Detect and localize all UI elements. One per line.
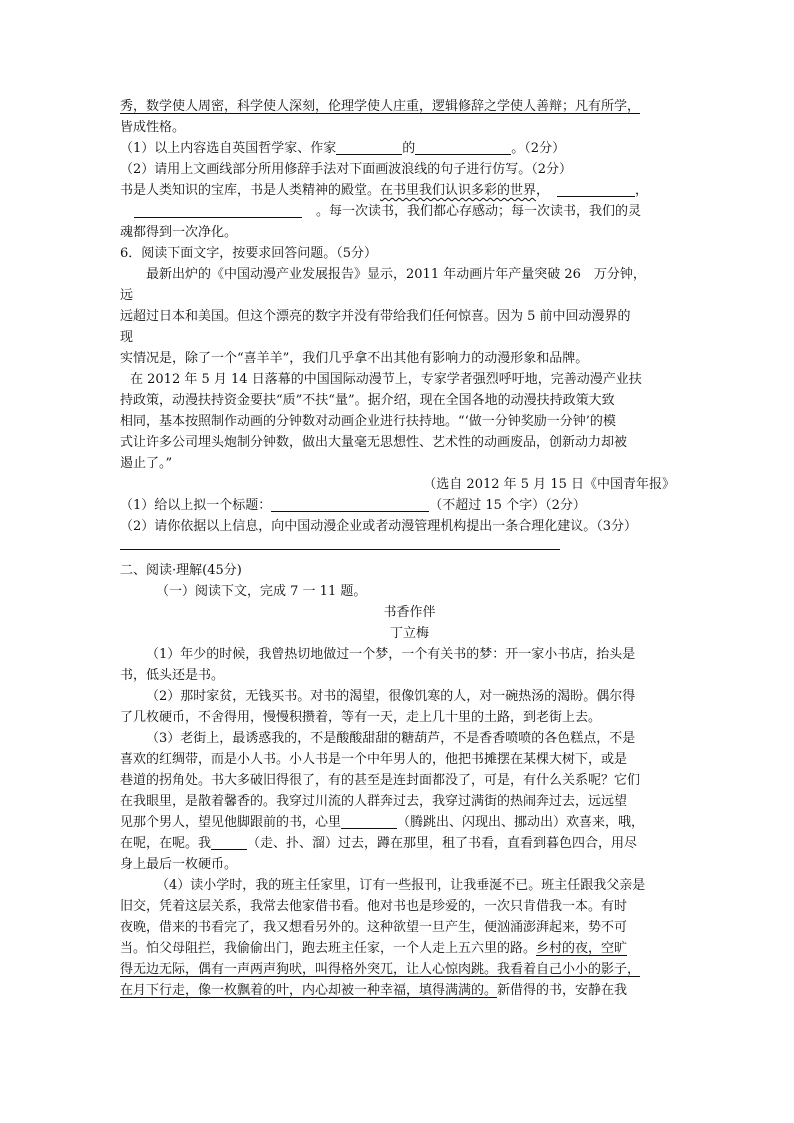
news-line: 持政策，动漫扶持资金要扶“质”不扶“量”。据介绍，现在全国各地的动漫扶持政策大致 xyxy=(120,393,615,408)
imitation-sentence-2: 。每一次读书，我们都心存感动；每一次读书，我们的灵 xyxy=(120,201,675,222)
essay-line: 书，低头还是书。 xyxy=(120,668,225,683)
answer-line[interactable] xyxy=(120,537,560,550)
news-line: 现 xyxy=(120,330,134,345)
document-page xyxy=(120,96,675,1001)
news-line: 远超过日本和美国。但这个漂亮的数字并没有带给我们任何惊喜。因为 5 前中回动漫界的 xyxy=(120,309,631,324)
answer-blank[interactable] xyxy=(557,182,635,197)
essay-line: 当。怕父母阻拦，我偷偷出门，跑去班主任家，一个人走上五六里的路。乡村的夜，空旷 xyxy=(120,941,628,956)
news-line: 在 2012 年 5 月 14 日落幕的中国国际动漫节上，专家学者强烈呼吁地，完善动漫产业扶 xyxy=(130,372,642,387)
section-instruction: （一）阅读下文，完成 7 一 11 题。 xyxy=(156,584,367,599)
news-line: 相同，基本按照制作动画的分钟数对动画企业进行扶持地。“‘做一分钟奖励一分钟’的模 xyxy=(120,414,616,429)
essay-author: 丁立梅 xyxy=(389,626,429,641)
question-6-2: （2）请你依据以上信息，向中国动漫企业或者动漫管理机构提出一条合理化建议。（3分） xyxy=(120,519,638,534)
essay-line: （2）那时家贫，无钱买书。对书的渴望，很像饥寒的人，对一碗热汤的渴盼。偶尔得 xyxy=(146,689,636,704)
essay-line: （1）年少的时候，我曾热切地做过一个梦，一个有关书的梦：开一家小书店，抬头是 xyxy=(146,647,636,662)
news-source: （选自 2012 年 5 月 15 日《中国青年报》 xyxy=(423,477,675,492)
essay-line: 在我眼里，是散着馨香的。我穿过川流的人群奔过去，我穿过满街的热闹奔过去，远远望 xyxy=(120,794,628,809)
essay-line: 喜欢的红绸带，而是小人书。小人书是一个中年男人的，他把书摊摆在某棵大树下，或是 xyxy=(120,752,628,767)
word-choice-blank[interactable] xyxy=(341,814,397,829)
essay-line: 巷道的拐角处。书大多破旧得很了，有的甚至是连封面都没了，可是，有什么关系呢？它们 xyxy=(120,773,641,788)
essay-line: 身上最后一枚硬币。 xyxy=(120,857,238,872)
essay-line: 在呢，在呢。我 （走、扑、溜）过去，蹲在那里，租了书看，直看到暮色四合，用尽 xyxy=(120,836,638,851)
imitation-sentence: 书是人类知识的宝库，书是人类精神的殿堂。在书里我们认识多彩的世界， ， xyxy=(120,183,649,198)
news-line: 最新出炉的《中国动漫产业发展报告》显示，2011 年动画片年产量突破 26 万分钟， xyxy=(146,267,646,282)
question-5-2: （2）请用上文画线部分所用修辞手法对下面画波浪线的句子进行仿写。（2分） xyxy=(120,162,573,177)
passage-line: 秀，数学使人周密，科学使人深刻，伦理学使人庄重，逻辑修辞之学使人善辩；凡有所学， xyxy=(120,99,641,114)
essay-line: 得无边无际，偶有一声两声狗吠，叫得格外突兀，让人心惊肉跳。我看着自己小小的影子， xyxy=(120,962,641,977)
answer-blank[interactable] xyxy=(336,140,402,155)
title-answer-blank[interactable] xyxy=(271,497,429,512)
essay-line: 了几枚硬币，不舍得用，慢慢积攒着，等有一天，走上几十里的土路，到老街上去。 xyxy=(120,710,602,725)
section-heading: 二、阅读·理解(45分) xyxy=(120,563,242,578)
essay-line: （4）读小学时，我的班主任家里，订有一些报刊，让我垂涎不已。班主任跟我父亲是 xyxy=(156,878,646,893)
passage-line: 皆成性格。 xyxy=(120,120,186,135)
essay-line: 在月下行走，像一枚飘着的叶，内心却被一种幸福，填得满满的。新借得的书，安静在我 xyxy=(120,983,628,998)
essay-line: 夜晚，借来的书看完了，我又想看另外的。这种欲望一旦产生，便汹涌澎湃起来，势不可 xyxy=(120,920,628,935)
news-line: 遏止了。” xyxy=(120,456,173,471)
essay-line: （3）老街上，最诱惑我的，不是酸酸甜甜的糖葫芦，不是香香喷喷的各色糕点，不是 xyxy=(146,731,636,746)
question-5-1: （1）以上内容选自英国哲学家、作家 的 。（2分） xyxy=(120,141,566,156)
question-6-title: 6．阅读下面文字，按要求回答问题。（5分） xyxy=(120,246,378,261)
essay-line: 见那个男人，望见他脚跟前的书，心里 （腾跳出、闪现出、挪动出）欢喜来，哦， xyxy=(120,815,645,830)
news-line: 式让许多公司埋头炮制分钟数，做出大量毫无思想性、艺术性的动画废品，创新动力却被 xyxy=(120,435,628,450)
passage-line: 魂都得到一次净化。 xyxy=(120,225,238,240)
news-line: 实情况是，除了一个“喜羊羊”，我们几乎拿不出其他有影响力的动漫形象和品牌。 xyxy=(120,351,589,366)
answer-blank[interactable] xyxy=(415,140,511,155)
question-6-1: （1）给以上拟一个标题： （不超过 15 个字）（2分） xyxy=(120,498,586,513)
news-line: 远 xyxy=(120,288,134,303)
word-choice-blank[interactable] xyxy=(211,835,247,850)
essay-line: 旧交，凭着这层关系，我常去他家借书看。他对书也是珍爱的，一次只肯借我一本。有时 xyxy=(120,899,628,914)
answer-blank[interactable] xyxy=(134,203,302,218)
essay-title: 书香作伴 xyxy=(383,605,436,620)
